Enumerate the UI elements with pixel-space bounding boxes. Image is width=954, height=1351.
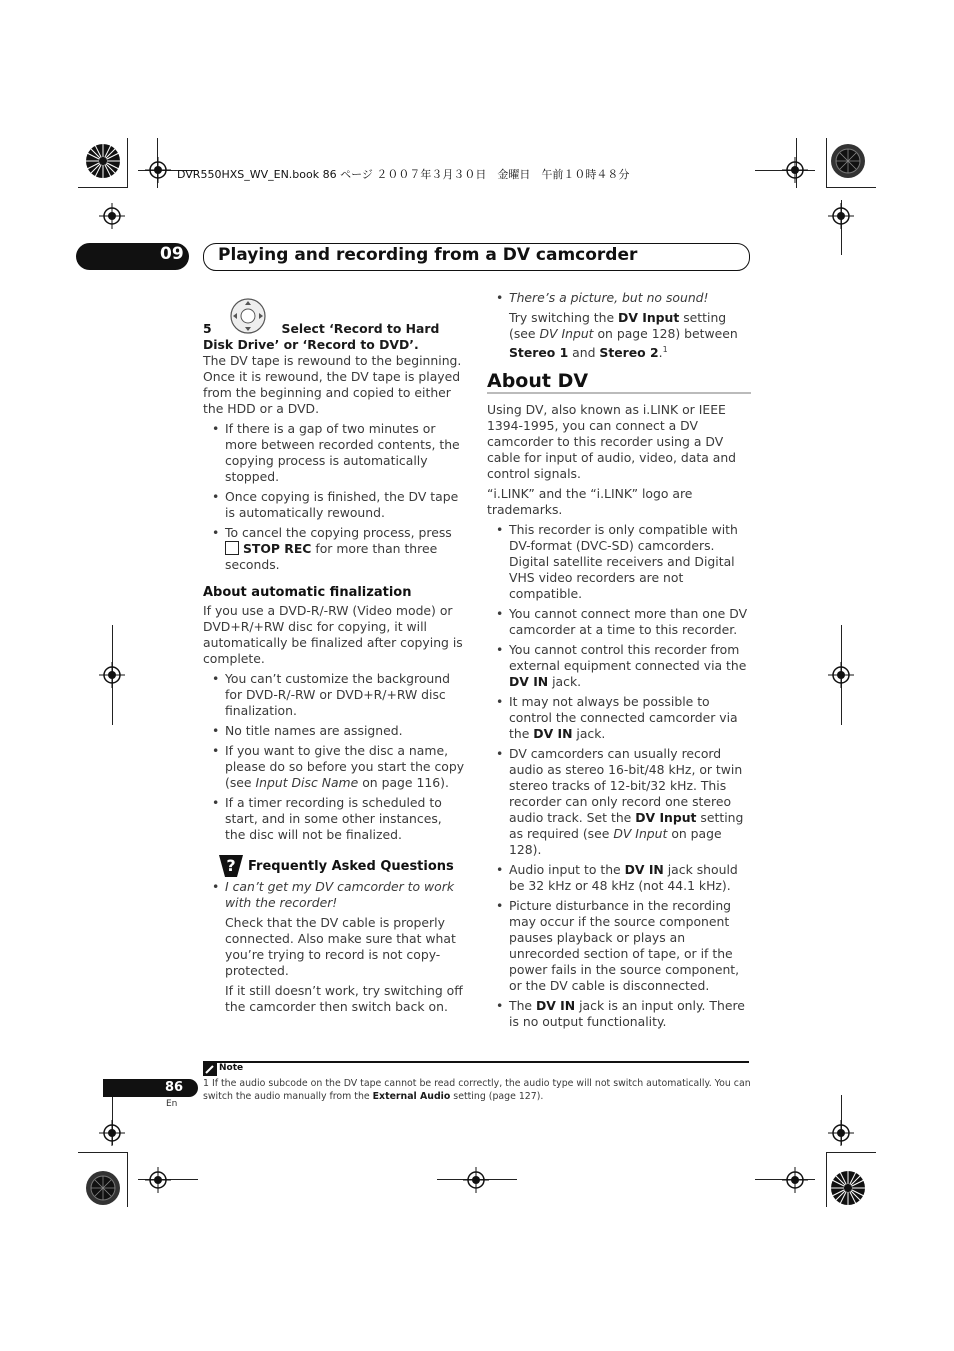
about-dv-body: Using DV, also known as i.LINK or IEEE 1394-1995, you can connect a DV camcorder to this recorder using a DV cable for input of audio, video, data and control signals. xyxy=(487,402,737,482)
dv-in-jack: DV IN xyxy=(509,674,549,690)
faq-heading: Frequently Asked Questions xyxy=(248,859,454,874)
crop-line xyxy=(826,1152,876,1153)
registration-target-icon xyxy=(828,203,854,229)
note-divider xyxy=(203,1061,749,1063)
list-item xyxy=(487,998,751,1030)
list-item xyxy=(487,862,751,894)
input-disc-name-ref: Input Disc Name xyxy=(255,775,359,790)
faq-question-text: I can’t get my DV camcorder to work with the recorder! xyxy=(225,879,455,910)
registration-target-icon xyxy=(99,1120,125,1146)
list-item xyxy=(487,746,751,858)
dv-in-jack: DV IN xyxy=(535,998,576,1014)
step-title: Select ‘Record to Hard Disk Drive’ or ‘Record to DVD’. xyxy=(203,321,440,352)
list-item: • No title names are assigned. xyxy=(203,723,465,739)
starburst-target-icon xyxy=(830,1170,866,1206)
copy-bullet-list xyxy=(203,421,465,573)
about-dv-heading: About DV xyxy=(487,373,751,394)
dv-input-setting: DV Input xyxy=(635,810,697,826)
registration-target-icon xyxy=(828,1120,854,1146)
starburst-target-icon xyxy=(830,143,866,179)
faq-answer xyxy=(487,310,751,361)
registration-target-icon xyxy=(782,157,808,183)
crop-line xyxy=(127,138,128,188)
registration-target-icon xyxy=(99,203,125,229)
faq-question xyxy=(487,290,751,306)
page-number-tab xyxy=(103,1079,198,1097)
stop-rec-key: STOP REC xyxy=(243,541,312,556)
list-item: • You can’t customize the background for DVD-R/-RW or DVD+R/+RW disc finalization. xyxy=(203,671,465,719)
registration-target-icon xyxy=(145,1167,171,1193)
stop-rec-button-icon xyxy=(225,541,239,555)
finalization-heading: About automatic finalization xyxy=(203,585,412,600)
cancel-text-end: for more than three seconds. xyxy=(225,541,438,572)
finalization-body: If you use a DVD-R/-RW (Video mode) or DVD+R/+RW disc for copying, it will automatically be finalized after copying is complete. xyxy=(203,603,463,666)
chapter-title: Playing and recording from a DV camcorder xyxy=(218,245,638,265)
external-audio-setting: External Audio xyxy=(372,1091,451,1102)
step-body: The DV tape is rewound to the beginning. Once it is rewound, the DV tape is played from the beginning and copied to either the HDD or a DVD. xyxy=(203,353,462,416)
dv-input-ref: DV Input xyxy=(539,326,594,341)
list-item: • This recorder is only compatible with DV-format (DVC-SD) camcorders. Digital satellite receivers and Digital VHS video recorders are not compatible. xyxy=(487,522,751,602)
bullet-text: jack is an input only. There is no output functionality. xyxy=(509,998,745,1030)
starburst-target-icon xyxy=(85,143,121,179)
stereo1-option: Stereo 1 xyxy=(509,345,569,361)
list-item: • If there is a gap of two minutes or more between recorded contents, the copying process is automatically stopped. xyxy=(203,421,465,485)
bullet-text: setting as required (see xyxy=(509,810,744,842)
list-item: • If a timer recording is scheduled to start, and in some other instances, the disc will not be finalized. xyxy=(203,795,465,843)
left-column xyxy=(203,297,465,1019)
note-label: Note xyxy=(219,1063,244,1073)
note-pencil-icon xyxy=(203,1063,217,1076)
answer-text: on page 128) between xyxy=(593,326,738,341)
footnote-text: 1 If the audio subcode on the DV tape cannot be read correctly, the audio type will not switch automatically. You can switch the audio manually from the xyxy=(203,1078,751,1102)
list-item xyxy=(487,642,751,690)
dv-in-jack: DV IN xyxy=(624,862,664,878)
list-item xyxy=(203,525,465,573)
trademark-text: “i.LINK” and the “i.LINK” logo are trademarks. xyxy=(487,486,693,518)
list-item: • Once copying is finished, the DV tape is automatically rewound. xyxy=(203,489,465,521)
remote-control-dial-icon xyxy=(228,297,268,335)
faq-list xyxy=(203,879,465,911)
answer-text: setting (see xyxy=(509,310,727,341)
crop-line xyxy=(826,138,827,188)
footnote-ref: 1 xyxy=(662,345,668,354)
list-item xyxy=(487,694,751,742)
finalization-bullet-list xyxy=(203,671,465,843)
faq-answer: Check that the DV cable is properly connected. Also make sure that what you’re trying to record is not copy-protected. xyxy=(225,915,456,978)
bullet-text: jack should be 32 kHz or 48 kHz (not 44.1 kHz). xyxy=(509,862,738,894)
faq-question-text: There’s a picture, but no sound! xyxy=(509,290,709,305)
stereo2-option: Stereo 2 xyxy=(599,345,659,361)
dv-input-ref: DV Input xyxy=(613,826,668,842)
crop-line xyxy=(826,187,876,188)
faq-header xyxy=(203,855,465,879)
crop-line xyxy=(78,187,128,188)
bullet-text: It may not always be possible to control the connected camcorder via the xyxy=(509,694,738,742)
answer-text: Try switching the xyxy=(509,310,619,325)
footnote-text: setting (page 127). xyxy=(450,1091,544,1102)
bullet-text: jack. xyxy=(572,726,606,742)
right-column xyxy=(487,290,751,1034)
faq-question-icon xyxy=(217,853,245,879)
crop-line xyxy=(826,1152,827,1207)
bullet-text: The xyxy=(509,998,536,1014)
registration-target-icon xyxy=(99,662,125,688)
bullet-text: jack. xyxy=(548,674,582,690)
footnote xyxy=(203,1077,751,1103)
registration-target-icon xyxy=(782,1167,808,1193)
page-number: 86 xyxy=(165,1080,184,1095)
registration-target-icon xyxy=(463,1167,489,1193)
chapter-number: 09 xyxy=(160,244,184,264)
list-item: • You cannot connect more than one DV camcorder at a time to this recorder. xyxy=(487,606,751,638)
dv-in-jack: DV IN xyxy=(533,726,573,742)
name-text-end: on page 116). xyxy=(358,775,449,790)
bullet-text: You cannot control this recorder from external equipment connected via the xyxy=(509,642,747,674)
faq-list xyxy=(487,290,751,306)
svg-text:?: ? xyxy=(226,856,236,875)
cancel-text: To cancel the copying process, press xyxy=(225,525,452,540)
answer-text: and xyxy=(568,345,600,361)
list-item xyxy=(203,743,465,791)
starburst-target-icon xyxy=(85,1170,121,1206)
crop-line xyxy=(127,1152,128,1207)
list-item: • Picture disturbance in the recording may occur if the source component pauses playback or plays an unrecorded section of tape, or if the power fails in the source component, or the DV cable is disconnected. xyxy=(487,898,751,994)
dv-bullet-list xyxy=(487,522,751,1030)
name-text: If you want to give the disc a name, please do so before you start the copy (see xyxy=(225,743,465,790)
dv-input-setting: DV Input xyxy=(618,310,680,325)
faq-answer: If it still doesn’t work, try switching off the camcorder then switch back on. xyxy=(225,983,463,1014)
registration-target-icon xyxy=(828,662,854,688)
answer-text: . xyxy=(658,345,663,361)
registration-target-icon xyxy=(145,157,171,183)
crop-line xyxy=(78,1152,128,1153)
faq-question xyxy=(203,879,465,911)
bullet-text: on page 128). xyxy=(509,826,722,858)
chapter-title-box xyxy=(203,243,750,271)
step-number: 5 xyxy=(203,321,212,336)
print-header: DVR550HXS_WV_EN.book 86 ページ ２００７年３月３０日 金曜日 午前１０時４８分 xyxy=(177,168,630,181)
bullet-text: Audio input to the xyxy=(509,862,625,878)
bullet-text: DV camcorders can usually record audio as stereo 16-bit/48 kHz, or twin stereo tracks of 12-bit/32 kHz. This recorder can only record one stereo audio track. Set the xyxy=(509,746,743,826)
page-language: En xyxy=(166,1099,178,1109)
